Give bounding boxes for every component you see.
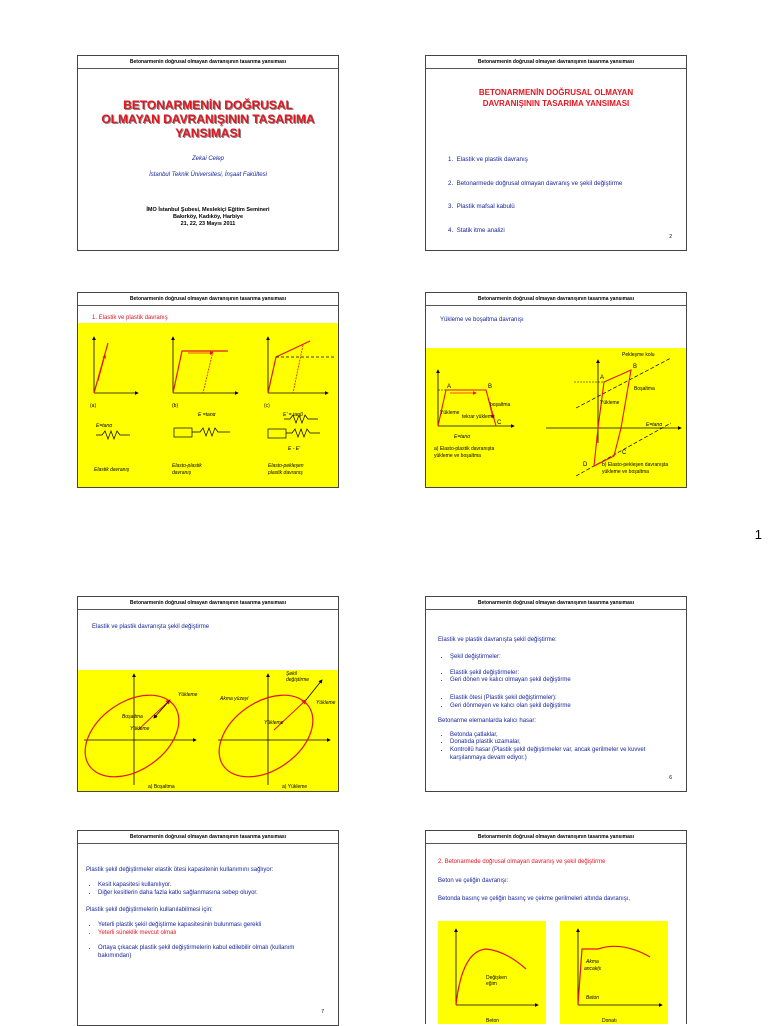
fig-label: Beton: [586, 995, 599, 1001]
slide-header: Betonarmenin doğrusal olmayan davranışının tasarıma yansıması: [426, 56, 686, 69]
caption: Beton: [486, 1018, 499, 1024]
event-info: [78, 207, 338, 228]
list-item: • Geri dönmeyen ve kalıcı olan şekil değiştirme: [450, 703, 674, 711]
fig-label: boşaltma: [490, 402, 511, 408]
paragraph: Betonda basınç ve çeliğin basınç ve çekme gerilmeleri altında davranışı,: [438, 895, 656, 903]
fig-label: Boşaltma: [122, 714, 143, 720]
curve: [94, 343, 108, 393]
caption: davranış: [172, 470, 192, 476]
hardening-line: [576, 358, 671, 408]
point-label: B: [633, 364, 637, 370]
affiliation: İstanbul Teknik Üniversitesi, İnşaat Fakültesi: [78, 172, 338, 178]
list-item: • Yeterli süneklik mevcut olmalı: [98, 930, 324, 938]
slide-6-body: [438, 637, 674, 763]
point-label: B: [488, 384, 492, 390]
slide-8: [425, 830, 687, 1024]
arrow: [306, 680, 322, 700]
toc-item: 4. Statik itme analizi: [448, 227, 622, 235]
slide-4-title: Yükleme ve boşaltma davranışı: [440, 317, 524, 323]
point-label: C: [622, 450, 627, 456]
curve: [173, 351, 228, 393]
bullet-list: [438, 670, 674, 686]
spring-icon: [286, 429, 320, 437]
page-number: 2: [669, 234, 672, 240]
slide-header: Betonarmenin doğrusal olmayan davranışının tasarıma yansıması: [426, 293, 686, 306]
fig-label: Değişken: [486, 975, 507, 981]
fig-label: Yükleme: [264, 720, 284, 726]
unload: [293, 345, 303, 393]
slide-1-title: [78, 98, 338, 140]
slide-1: [77, 55, 339, 251]
fig-label: Yükleme: [440, 410, 460, 416]
toc-item: 1. Elastik ve plastik davranış: [448, 156, 622, 164]
fig-label: E =tanα: [198, 412, 216, 418]
fig-label: Şekil: [286, 671, 298, 677]
list-item: • Geri dönen ve kalıcı olmayan şekil değiştirme: [450, 677, 674, 685]
point-label: A: [600, 375, 604, 381]
title-line: BETONARMENİN DOĞRUSAL OLMAYAN: [426, 87, 686, 98]
bullet-list: [438, 654, 674, 662]
page-number: 6: [669, 775, 672, 781]
slide-header: Betonarmenin doğrusal olmayan davranışının tasarıma yansıması: [426, 831, 686, 844]
caption: a) Boşaltma: [148, 784, 175, 790]
toc-list: [448, 140, 622, 251]
curve: [268, 341, 310, 393]
curve: [438, 390, 496, 426]
title-line: DAVRANIŞININ TASARIMA YANSIMASI: [426, 98, 686, 109]
sheet-page-number: 1: [755, 527, 762, 542]
stress-strain-diagrams: [78, 323, 339, 488]
list-item: • Kesit kapasitesi kullanılıyor.: [98, 882, 324, 890]
bullet-list: [438, 695, 674, 711]
list-item: • Donatıda plastik uzamalar,: [450, 739, 674, 747]
fig-label: Yükleme: [316, 700, 336, 706]
fig-label: [175, 670, 205, 671]
slide-header: Betonarmenin doğrusal olmayan davranışının tasarıma yansıması: [426, 597, 686, 610]
heading: Elastik ve plastik davranışta şekil değiştirme:: [438, 637, 674, 645]
slide-5: [77, 596, 339, 792]
list-item: • Betonda çatlaklar,: [450, 732, 674, 740]
list-item: • Elastik şekil değiştirmeler:: [450, 670, 674, 678]
event-line: 21, 22, 23 Mayıs 2011: [78, 221, 338, 228]
slide-3-title: 1. Elastik ve plastik davranış: [92, 315, 168, 321]
title-line: BETONARMENİN DOĞRUSAL: [78, 98, 338, 112]
author: Zekai Celep: [78, 156, 338, 162]
fig-label: Pekleşme kolu: [622, 352, 655, 358]
fig-label: E=tanα: [454, 434, 470, 440]
friction-block: [268, 429, 286, 438]
slide-header: Betonarmenin doğrusal olmayan davranışının tasarıma yansıması: [78, 597, 338, 610]
caption: a) Elasto-plastik davranışta: [434, 446, 495, 452]
bullet-list: [86, 882, 324, 898]
unload: [203, 351, 213, 393]
slide-2-title: [426, 87, 686, 109]
bullet-list: [86, 945, 324, 961]
caption: Donatı: [602, 1018, 617, 1024]
caption: Elasto-pekleşen: [268, 463, 304, 469]
bullet-list: [438, 732, 674, 763]
caption: plastik davranış: [267, 470, 303, 476]
fig-label: eğim: [486, 981, 497, 987]
toc-item: 3. Plastik mafsal kabulü: [448, 203, 622, 211]
yield-surface: [78, 678, 194, 792]
loading-unloading-diagrams: [426, 348, 687, 488]
fig-label: Yükleme: [600, 400, 620, 406]
fig-label: Yükleme: [178, 692, 198, 698]
paragraph: Plastik şekil değiştirmelerin kullanılabilmesi için:: [86, 907, 324, 915]
yield-surface-diagrams: [78, 670, 339, 792]
event-line: Bakırköy, Kadıköy, Harbiye: [78, 214, 338, 221]
list-item: • Elastik ötesi (Plastik şekil değiştirmeler):: [450, 695, 674, 703]
title-line: YANSIMASI: [78, 126, 338, 140]
caption: b) Elasto-pekleşen davranışta: [602, 462, 668, 468]
bullet-list: [86, 922, 324, 938]
arrow: [98, 355, 105, 381]
slide-7-body: [86, 867, 324, 960]
caption: yükleme ve boşaltma: [602, 469, 649, 475]
page-number: 7: [321, 1009, 324, 1015]
slide-5-title: Elastik ve plastik davranışta şekil değiştirme: [92, 624, 209, 630]
material-curves: [426, 921, 687, 1024]
list-item: • Yeterli plastik şekil değiştirme kapasitesinin bulunması gerekli: [98, 922, 324, 930]
slide-header: Betonarmenin doğrusal olmayan davranışının tasarıma yansıması: [78, 293, 338, 306]
slide-8-title: 2. Betonarmede doğrusal olmayan davranış ve şekil değiştirme: [438, 859, 605, 865]
caption: a) Yükleme: [282, 784, 307, 790]
slide-header: Betonarmenin doğrusal olmayan davranışının tasarıma yansıması: [78, 831, 338, 844]
event-line: İMO İstanbul Şubesi, Meslekiçi Eğitim Semineri: [78, 207, 338, 214]
list-item: • Kontrollü hasar (Plastik şekil değiştirmeler var, ancak gerilmeler ve kuvvet karşılanmaya devam ediyor.): [450, 747, 674, 763]
fig-label: değiştirme: [286, 677, 309, 683]
point-label: A: [447, 384, 451, 390]
fig-label: E - E': [288, 446, 301, 452]
list-item: • Şekil değiştirmeler:: [450, 654, 674, 662]
spring-icon: [192, 428, 230, 436]
fig-label: E' = tanβ: [283, 412, 303, 418]
fig-label: (c): [264, 403, 270, 409]
point-label: C: [497, 420, 502, 426]
fig-label: E=tanα: [646, 422, 662, 428]
subtitle: Beton ve çeliğin davranışı:: [438, 878, 508, 884]
caption: yükleme ve boşaltma: [434, 453, 481, 459]
slide-3: [77, 292, 339, 488]
slide-2: [425, 55, 687, 251]
paragraph: Plastik şekil değiştirmeler elastik ötesi kapasitenin kullanımını sağlıyor:: [86, 867, 324, 875]
fig-label: (b): [172, 403, 178, 409]
spring-icon: [96, 431, 130, 439]
list-item: • Ortaya çıkacak plastik şekil değiştirmelerin kabul edilebilir olmalı (kullanım bakımından): [98, 945, 324, 961]
fig-label: tekrar yükleme: [462, 414, 495, 420]
fig-label: ancak(ε: [584, 966, 602, 972]
slide-7: [77, 830, 339, 1026]
toc-item: 2. Betonarmede doğrusal olmayan davranış ve şekil değiştirme: [448, 180, 622, 188]
fig-label: Boşaltma: [634, 386, 655, 392]
heading: Betonarme elemanlarda kalıcı hasar:: [438, 718, 674, 726]
list-item: • Diğer kesitlerin daha fazla katkı sağlanmasına sebep oluyor.: [98, 890, 324, 898]
fig-label: Yükleme: [130, 726, 150, 732]
arrow: [154, 700, 170, 718]
caption: Elasto-plastik: [172, 463, 202, 469]
friction-block: [174, 428, 192, 437]
caption: Elastik davranış: [94, 467, 130, 473]
title-line: OLMAYAN DAVRANIŞININ TASARIMA: [78, 112, 338, 126]
fig-label: Akma yüzeyi: [219, 696, 249, 702]
slide-6: [425, 596, 687, 792]
fig-label: Akma: [585, 959, 599, 965]
fig-label: (a): [90, 403, 96, 409]
slide-4: [425, 292, 687, 488]
fig-label: E=tanα: [96, 423, 112, 429]
point-label: D: [583, 462, 588, 468]
slide-header: Betonarmenin doğrusal olmayan davranışının tasarıma yansıması: [78, 56, 338, 69]
